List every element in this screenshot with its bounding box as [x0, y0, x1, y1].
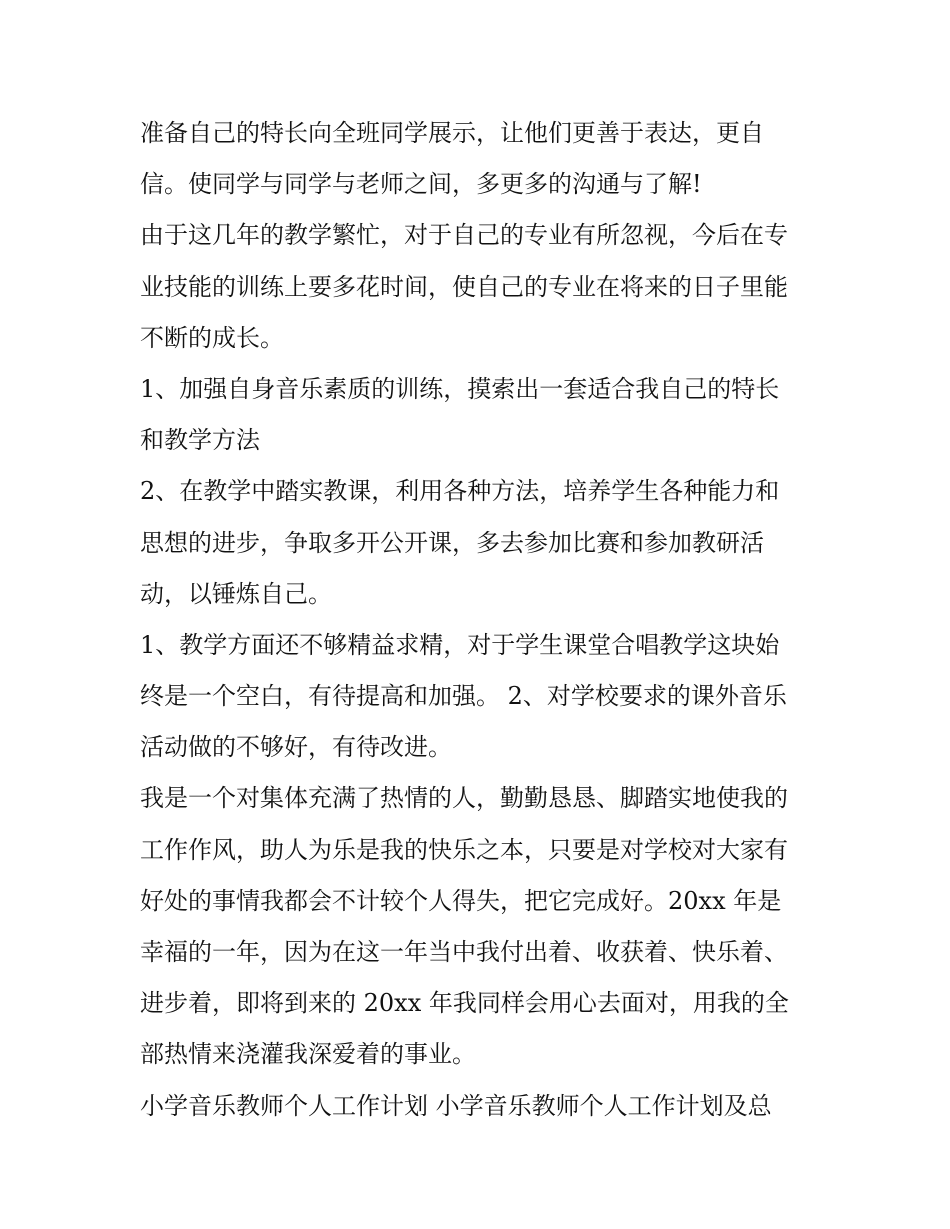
text-line: 业技能的训练上要多花时间，使自己的专业在将来的日子里能	[140, 272, 788, 301]
text-line: 活动做的不够好，有待改进。	[140, 733, 452, 762]
text-line: 进步着，即将到来的 20xx 年我同样会用心去面对，用我的全	[140, 989, 789, 1018]
document-body	[140, 108, 820, 1132]
text-line: 小学音乐教师个人工作计划 小学音乐教师个人工作计划及总	[140, 1091, 772, 1120]
text-line: 准备自己的特长向全班同学展示，让他们更善于表达，更自	[140, 119, 764, 147]
text-line: 由于这几年的教学繁忙，对于自己的专业有所忽视，今后在专	[140, 221, 788, 250]
text-line: 好处的事情我都会不计较个人得失，把它完成好。20xx 年是	[140, 886, 782, 915]
text-line: 思想的进步，争取多开公开课，多去参加比赛和参加教研活	[140, 528, 764, 557]
text-line: 我是一个对集体充满了热情的人，勤勤恳恳、脚踏实地使我的	[140, 784, 788, 813]
text-line: 2、在教学中踏实教课，利用各种方法，培养学生各种能力和	[140, 477, 780, 506]
text-line: 信。使同学与同学与老师之间，多更多的沟通与了解!	[140, 170, 702, 199]
text-line: 部热情来浇灌我深爱着的事业。	[140, 1040, 476, 1069]
text-line: 工作作风，助人为乐是我的快乐之本，只要是对学校对大家有	[140, 835, 788, 864]
text-line: 动，以锤炼自己。	[140, 579, 332, 608]
text-line: 1、加强自身音乐素质的训练，摸索出一套适合我自己的特长	[140, 374, 780, 403]
text-line: 终是一个空白，有待提高和加强。 2、对学校要求的课外音乐	[140, 682, 787, 711]
text-line: 和教学方法	[140, 426, 260, 455]
text-line: 1、教学方面还不够精益求精，对于学生课堂合唱教学这块始	[140, 630, 780, 659]
text-line: 不断的成长。	[140, 323, 284, 352]
text-line: 幸福的一年，因为在这一年当中我付出着、收获着、快乐着、	[140, 938, 788, 966]
